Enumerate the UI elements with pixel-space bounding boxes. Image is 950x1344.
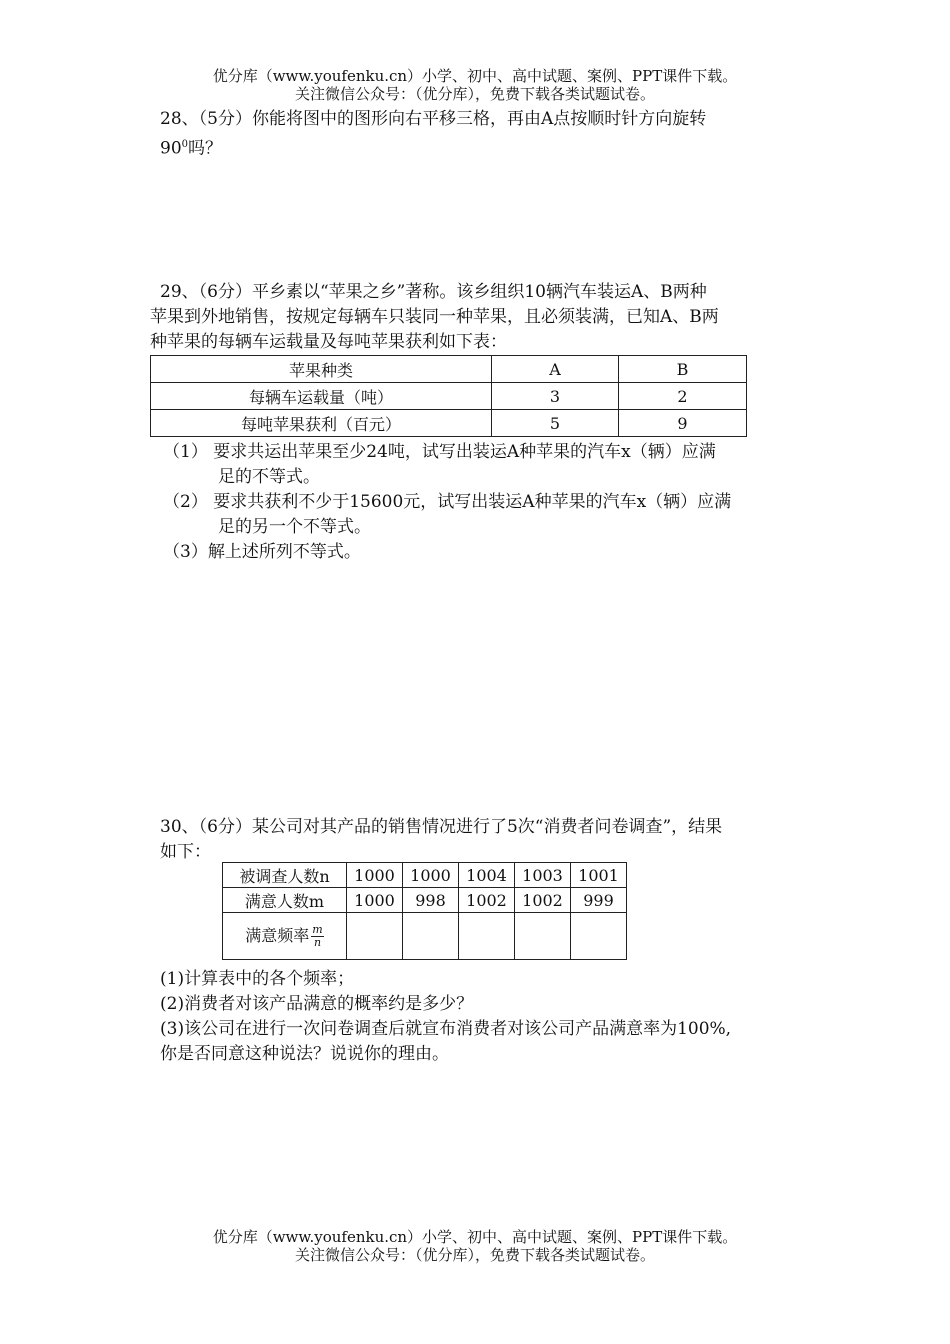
q30-sub3-a: (3)该公司在进行一次问卷调查后就宣布消费者对该公司产品满意率为100%, [160, 1019, 732, 1039]
table-cell: 1004 [459, 863, 515, 888]
q29-line-2: 苹果到外地销售，按规定每辆车只装同一种苹果，且必须装满，已知A、B两 [150, 307, 719, 327]
table-cell: 每辆车运载量（吨） [151, 383, 492, 410]
table-cell: 9 [619, 410, 747, 437]
q29-line-1: 29、（6分）平乡素以“苹果之乡”著称。该乡组织10辆汽车装运A、B两种 [160, 282, 707, 302]
table-cell: 苹果种类 [151, 356, 492, 383]
table-row [151, 356, 747, 383]
table-cell: 1000 [347, 863, 403, 888]
q30-sub1: (1)计算表中的各个频率； [160, 969, 355, 989]
table-cell: 1002 [515, 888, 571, 913]
q29-sub2-b: 足的另一个不等式。 [218, 517, 371, 537]
table-cell [347, 913, 403, 960]
table-cell [571, 913, 627, 960]
table-cell: 1000 [347, 888, 403, 913]
q29-sub1-b: 足的不等式。 [218, 467, 320, 487]
table-cell: 1002 [459, 888, 515, 913]
q30-line-1: 30、（6分）某公司对其产品的销售情况进行了5次“消费者问卷调查”，结果 [160, 817, 723, 837]
table-cell [459, 913, 515, 960]
table-cell: 每吨苹果获利（百元） [151, 410, 492, 437]
table-cell: 2 [619, 383, 747, 410]
table-cell: 999 [571, 888, 627, 913]
header-line-1: 优分库（www.youfenku.cn）小学、初中、高中试题、案例、PPT课件下载。 [212, 67, 738, 85]
table-cell: 1001 [571, 863, 627, 888]
table-cell [223, 913, 347, 960]
q29-sub3: （3）解上述所列不等式。 [163, 542, 361, 562]
table-cell: 满意人数m [223, 888, 347, 913]
frequency-label: 满意频率 [245, 926, 310, 945]
table-row [223, 863, 627, 888]
fraction-m-over-n [311, 924, 323, 949]
fraction-denominator: n [313, 936, 322, 949]
q29-sub1-a: （1） 要求共运出苹果至少24吨，试写出装运A种苹果的汽车x（辆）应满 [163, 442, 716, 462]
table-row [223, 913, 627, 960]
table-cell [403, 913, 459, 960]
table-cell: 3 [492, 383, 619, 410]
q30-sub3-b: 你是否同意这种说法？说说你的理由。 [160, 1044, 449, 1064]
table-row [151, 383, 747, 410]
table-row [223, 888, 627, 913]
q29-line-3: 种苹果的每辆车运载量及每吨苹果获利如下表： [150, 332, 507, 352]
table-cell: 1003 [515, 863, 571, 888]
table-cell: B [619, 356, 747, 383]
footer-line-2: 关注微信公众号：（优分库），免费下载各类试题试卷。 [294, 1246, 655, 1264]
header-line-2: 关注微信公众号：（优分库），免费下载各类试题试卷。 [294, 85, 655, 103]
q28-line-1: 28、（5分）你能将图中的图形向右平移三格，再由A点按顺时针方向旋转 [160, 109, 707, 129]
q28-line-2-post: 吗？ [188, 138, 223, 159]
table-cell: 998 [403, 888, 459, 913]
fraction-numerator: m [312, 923, 323, 936]
q28-degree-value: 90 [160, 138, 182, 159]
table-cell: 被调查人数n [223, 863, 347, 888]
q28-degree-sup: 0 [181, 139, 189, 150]
q30-line-2: 如下： [160, 842, 211, 862]
table-row [151, 410, 747, 437]
table-cell: 5 [492, 410, 619, 437]
q30-sub2: (2)消费者对该产品满意的概率约是多少？ [160, 994, 474, 1014]
apple-table [150, 355, 747, 437]
survey-table [222, 862, 627, 960]
footer-line-1: 优分库（www.youfenku.cn）小学、初中、高中试题、案例、PPT课件下载。 [212, 1228, 738, 1246]
table-cell [515, 913, 571, 960]
table-cell: 1000 [403, 863, 459, 888]
table-cell: A [492, 356, 619, 383]
q28-line-2 [160, 132, 222, 162]
q29-sub2-a: （2） 要求共获利不少于15600元，试写出装运A种苹果的汽车x（辆）应满 [163, 492, 732, 512]
